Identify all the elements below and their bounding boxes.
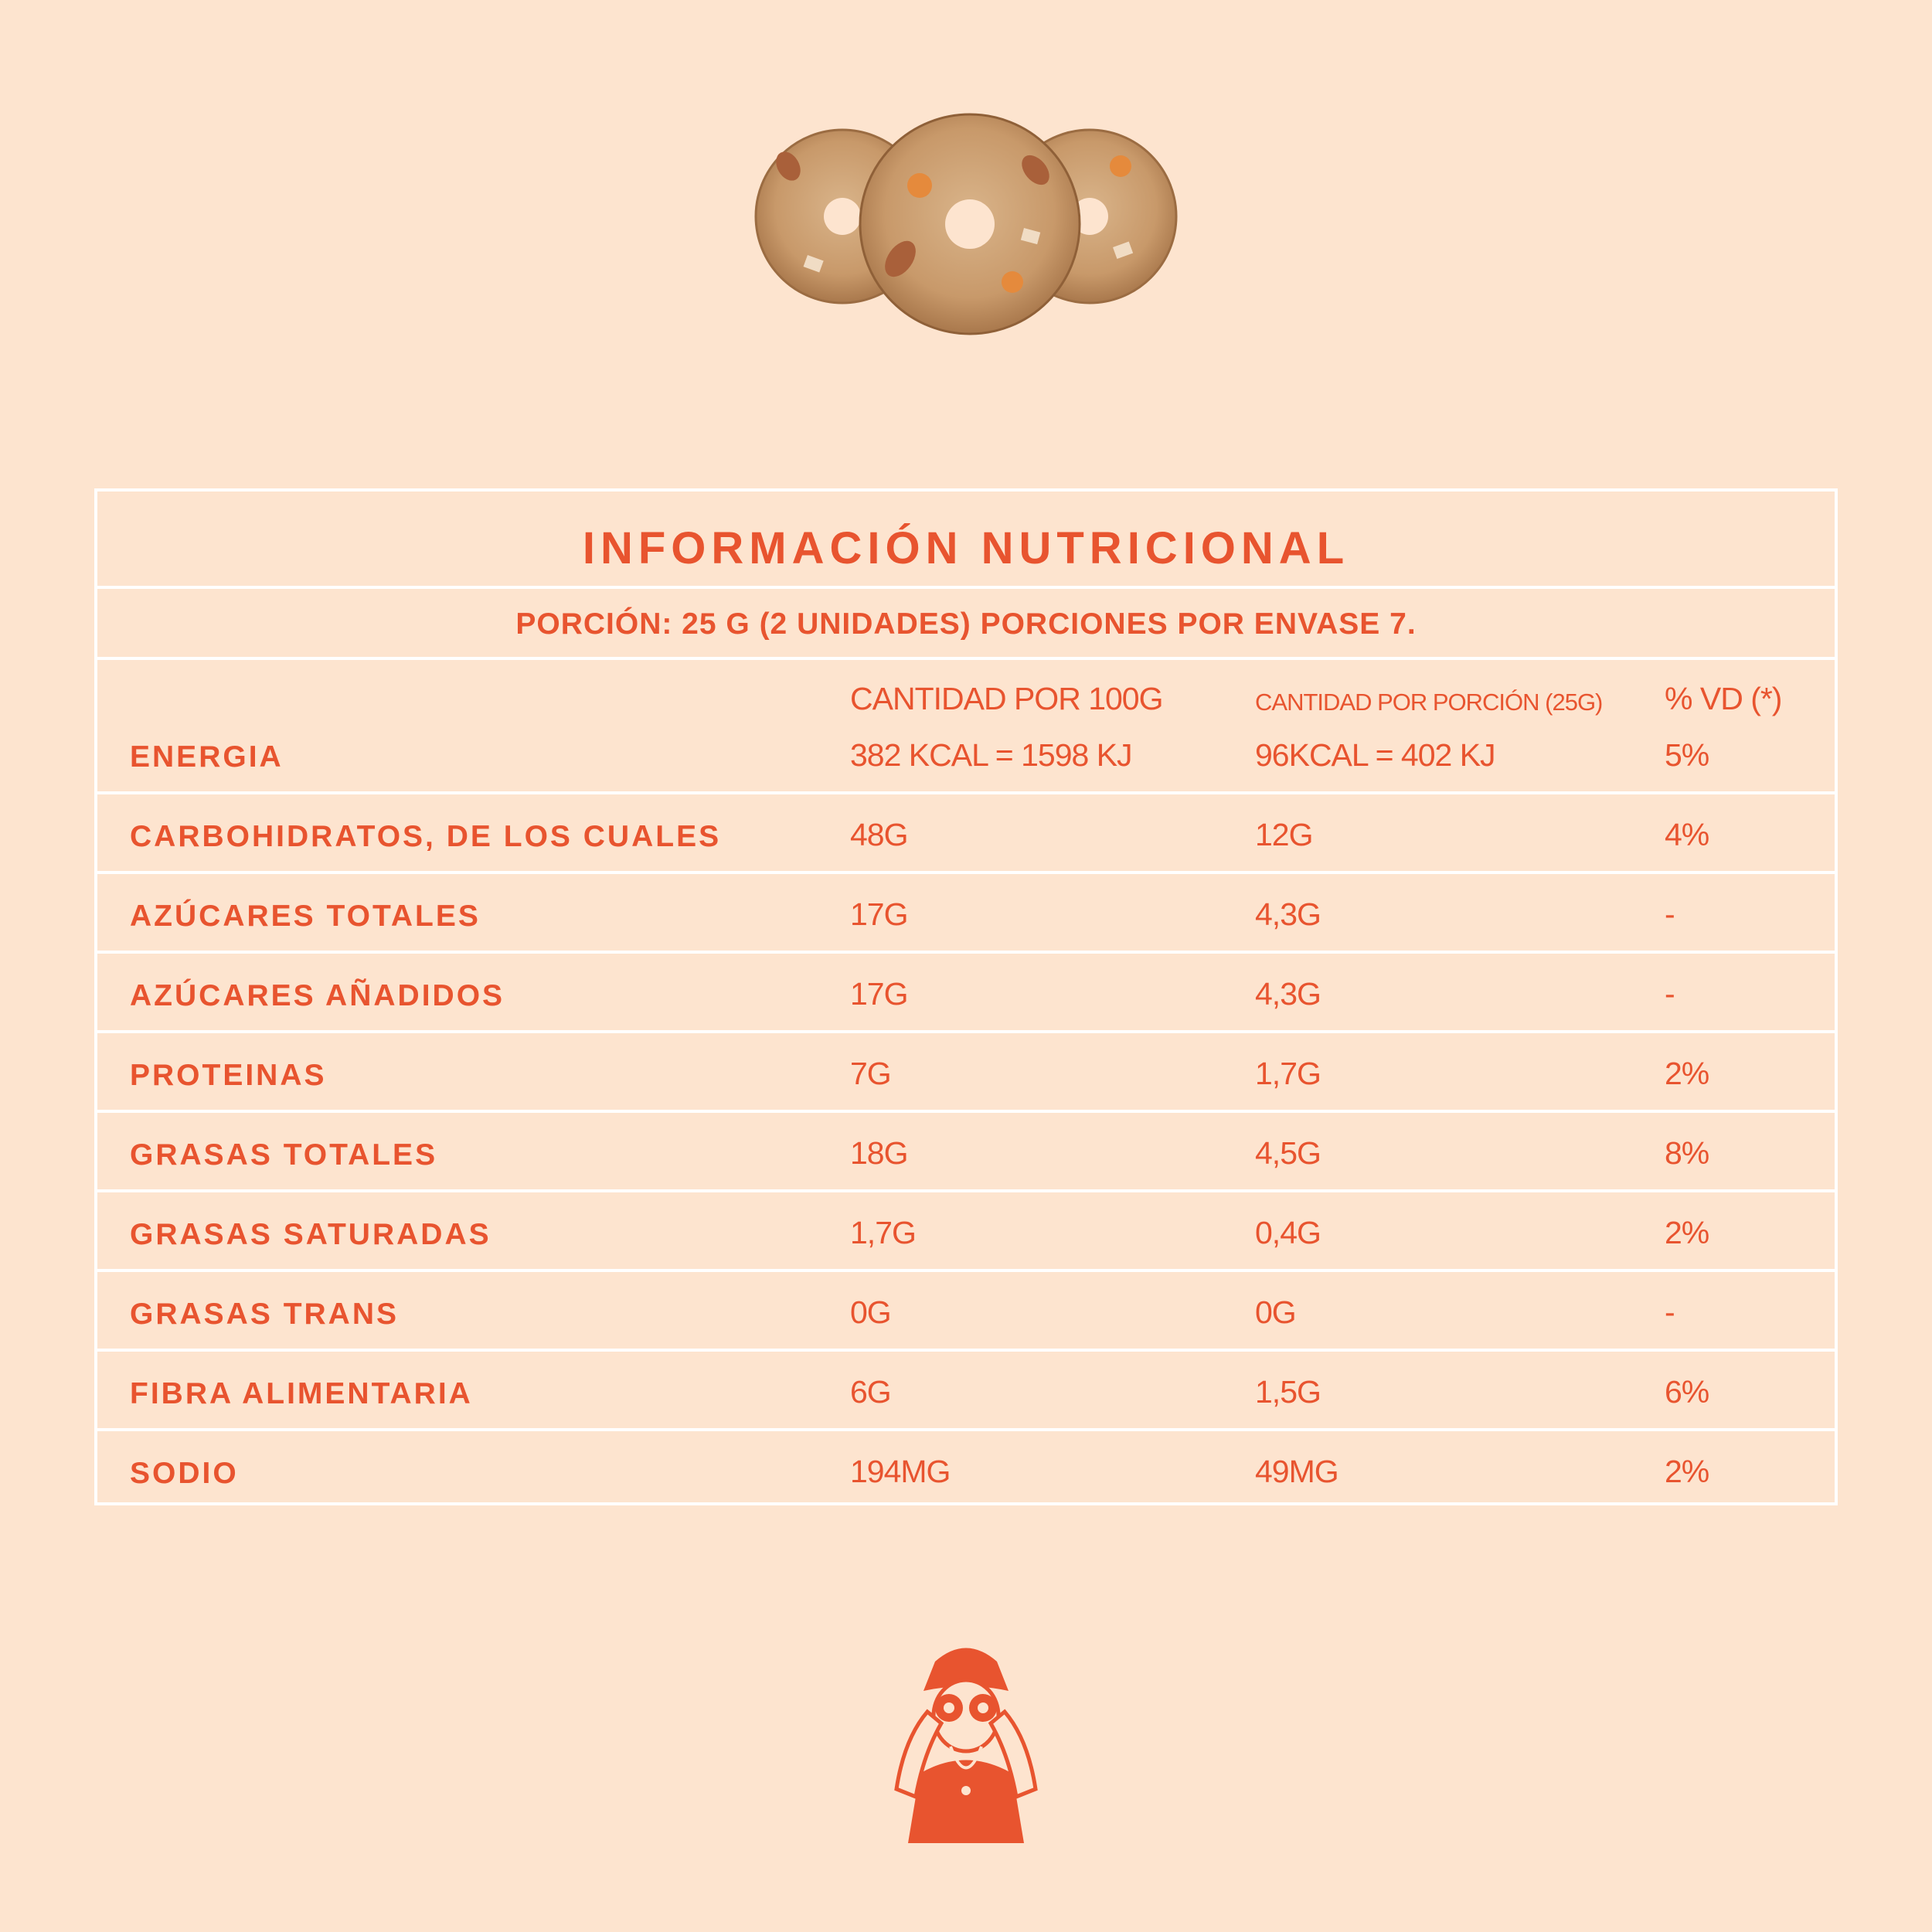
value-per-100g: 194MG [850, 1454, 951, 1489]
value-per-serving: 0,4G [1255, 1215, 1321, 1250]
nutrient-grasas-totales: GRASAS TOTALES [130, 1138, 438, 1172]
value-per-serving: 1,7G [1255, 1056, 1321, 1091]
value-daily: - [1665, 1294, 1675, 1330]
divider [97, 1030, 1835, 1033]
value-daily: - [1665, 976, 1675, 1012]
header-per-serving: CANTIDAD POR PORCIÓN (25G) [1255, 689, 1603, 716]
nutrient-fibra: FIBRA ALIMENTARIA [130, 1377, 473, 1410]
divider [97, 657, 1835, 660]
value-daily: 4% [1665, 817, 1709, 852]
value-per-serving: 12G [1255, 817, 1313, 852]
table-title: INFORMACIÓN NUTRICIONAL [582, 523, 1350, 573]
value-per-100g: 382 KCAL = 1598 KJ [850, 737, 1132, 773]
value-per-serving: 0G [1255, 1294, 1296, 1330]
value-per-serving: 4,5G [1255, 1135, 1321, 1171]
value-per-100g: 1,7G [850, 1215, 916, 1250]
nutrient-grasas-saturadas: GRASAS SATURADAS [130, 1218, 492, 1251]
value-per-100g: 7G [850, 1056, 891, 1091]
explorer-mascot-logo [881, 1631, 1051, 1847]
nutrient-proteinas: PROTEINAS [130, 1059, 327, 1092]
divider [97, 871, 1835, 874]
value-daily: 2% [1665, 1215, 1709, 1250]
value-per-serving: 1,5G [1255, 1374, 1321, 1410]
value-daily: 2% [1665, 1454, 1709, 1489]
nutrient-azucares-anadidos: AZÚCARES AÑADIDOS [130, 979, 505, 1012]
divider [97, 791, 1835, 794]
divider [97, 951, 1835, 954]
value-daily: 6% [1665, 1374, 1709, 1410]
nutrient-grasas-trans: GRASAS TRANS [130, 1298, 400, 1331]
divider [97, 1428, 1835, 1431]
value-per-100g: 17G [850, 976, 908, 1012]
value-per-100g: 6G [850, 1374, 891, 1410]
divider [97, 1189, 1835, 1192]
value-per-100g: 17G [850, 896, 908, 932]
header-daily-value: % VD (*) [1665, 681, 1782, 716]
cookies-image [726, 93, 1206, 355]
nutrient-sodio: SODIO [130, 1457, 239, 1490]
serving-info: PORCIÓN: 25 G (2 UNIDADES) PORCIONES POR ENVASE 7. [515, 607, 1417, 641]
value-per-100g: 48G [850, 817, 908, 852]
nutrient-azucares-totales: AZÚCARES TOTALES [130, 900, 481, 933]
value-per-serving: 4,3G [1255, 976, 1321, 1012]
nutrient-energia: ENERGIA [130, 740, 284, 774]
header-per-100g: CANTIDAD POR 100G [850, 681, 1163, 716]
value-per-serving: 96KCAL = 402 KJ [1255, 737, 1495, 773]
value-per-100g: 18G [850, 1135, 908, 1171]
value-daily: 5% [1665, 737, 1709, 773]
value-daily: 2% [1665, 1056, 1709, 1091]
divider [97, 1349, 1835, 1352]
value-daily: 8% [1665, 1135, 1709, 1171]
divider [97, 586, 1835, 589]
value-per-serving: 4,3G [1255, 896, 1321, 932]
value-daily: - [1665, 896, 1675, 932]
nutrition-table [94, 488, 1838, 1505]
divider [97, 1269, 1835, 1272]
divider [97, 1110, 1835, 1113]
value-per-serving: 49MG [1255, 1454, 1338, 1489]
nutrient-carbohidratos: CARBOHIDRATOS, DE LOS CUALES [130, 820, 722, 853]
value-per-100g: 0G [850, 1294, 891, 1330]
